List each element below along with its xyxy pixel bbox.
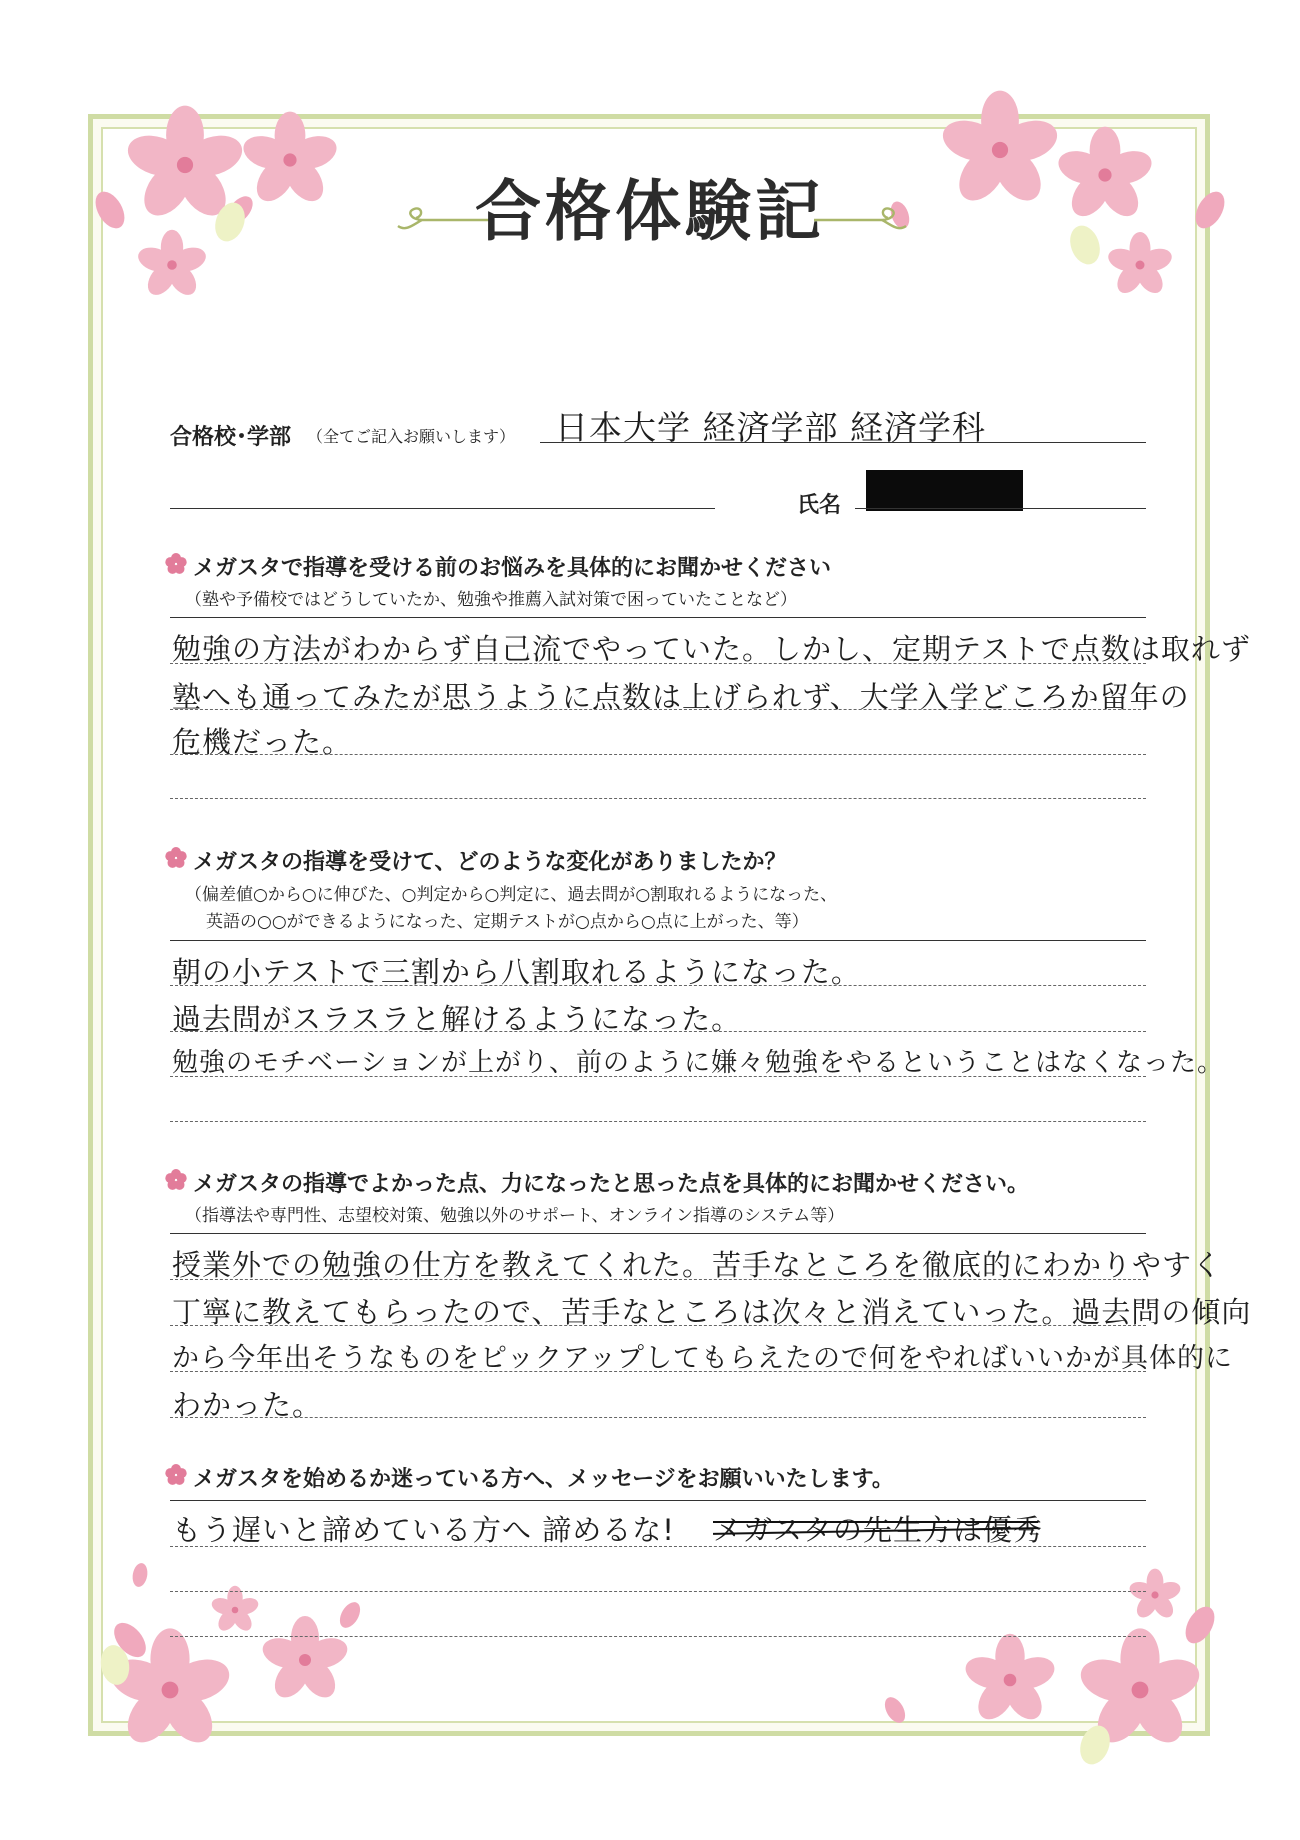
answer-guide-line <box>170 1076 1146 1077</box>
strikethrough-mark <box>713 1521 1038 1523</box>
answer-guide-line <box>170 1546 1146 1547</box>
question-2-title: メガスタの指導を受けて、どのような変化がありましたか？ <box>193 850 787 875</box>
question-4-struck-text: メガスタの先生方は優秀 <box>713 1513 1044 1547</box>
sakura-bullet-icon <box>164 552 188 576</box>
question-2-answer-line: 過去問がスラスラと解けるようになった。 <box>172 1002 742 1036</box>
answer-guide-line <box>170 663 1146 664</box>
answer-guide-line <box>170 1031 1146 1032</box>
answer-guide-line <box>170 985 1146 986</box>
answer-guide-line <box>170 798 1146 799</box>
answer-guide-line <box>170 1121 1146 1122</box>
answer-guide-line <box>170 1591 1146 1592</box>
question-1-title: メガスタで指導を受ける前のお悩みを具体的にお聞かせください <box>193 556 832 581</box>
answer-guide-line <box>170 1371 1146 1372</box>
answer-guide-line <box>170 754 1146 755</box>
question-1-answer-line: 塾へも通ってみたが思うように点数は上げられず、大学入学どころか留年の <box>172 680 1190 714</box>
name-redaction <box>866 470 1023 511</box>
page-title: 合格体験記 <box>475 171 825 250</box>
question-2-sub: 英語の○○ができるようになった、定期テストが○点から○点に上がった、等） <box>206 912 809 932</box>
question-3-answer-line: わかった。 <box>172 1388 323 1422</box>
school-label: 合格校･学部 <box>170 425 292 450</box>
question-3-answer-line: から今年出そうなものをピックアップしてもらえたので何をやればいいかが具体的に <box>172 1343 1234 1374</box>
school-value: 日本大学 経済学部 経済学科 <box>555 408 986 447</box>
answer-guide-line <box>170 1636 1146 1637</box>
question-2-top-line <box>170 940 1146 941</box>
question-3-sub: （指導法や専門性、志望校対策、勉強以外のサポート、オンライン指導のシステム等） <box>185 1206 845 1226</box>
answer-guide-line <box>170 1417 1146 1418</box>
question-3-top-line <box>170 1233 1146 1234</box>
question-1-answer-line: 危機だった。 <box>172 725 353 759</box>
question-1-top-line <box>170 617 1146 618</box>
school-line-2 <box>170 508 715 509</box>
sakura-bullet-icon <box>164 846 188 870</box>
question-1-sub: （塾や予備校ではどうしていたか、勉強や推薦入試対策で困っていたことなど） <box>185 590 797 610</box>
sakura-bullet-icon <box>164 1463 188 1487</box>
answer-guide-line <box>170 709 1146 710</box>
answer-guide-line <box>170 1279 1146 1280</box>
question-3-title: メガスタの指導でよかった点、力になったと思った点を具体的にお聞かせください。 <box>193 1172 1030 1197</box>
sakura-bullet-icon <box>164 1168 188 1192</box>
name-label: 氏名 <box>797 493 842 518</box>
answer-guide-line <box>170 1325 1146 1326</box>
question-3-answer-line: 授業外での勉強の仕方を教えてくれた。苦手なところを徹底的にわかりやすく <box>172 1248 1223 1282</box>
question-1-answer-line: 勉強の方法がわからず自己流でやっていた。しかし、定期テストで点数は取れず <box>172 632 1251 666</box>
school-line <box>540 442 1146 443</box>
page-title-wrap <box>380 160 920 250</box>
question-2-sub: （偏差値○から○に伸びた、○判定から○判定に、過去問が○割取れるようになった、 <box>185 885 838 905</box>
question-4-title: メガスタを始めるか迷っている方へ、メッセージをお願いいたします。 <box>193 1467 894 1492</box>
question-4-answer-line: もう遅いと諦めている方へ 諦めるな! <box>172 1513 675 1547</box>
question-2-answer-line: 勉強のモチベーションが上がり、前のように嫌々勉強をやるということはなくなった。 <box>172 1048 1224 1078</box>
school-note: （全てご記入お願いします） <box>307 427 516 446</box>
question-4-top-line <box>170 1500 1146 1501</box>
name-line <box>855 508 1146 509</box>
question-3-answer-line: 丁寧に教えてもらったので、苦手なところは次々と消えていった。過去問の傾向 <box>172 1295 1252 1329</box>
question-2-answer-line: 朝の小テストで三割から八割取れるようになった。 <box>172 955 861 989</box>
right-flourish-icon <box>812 206 912 234</box>
